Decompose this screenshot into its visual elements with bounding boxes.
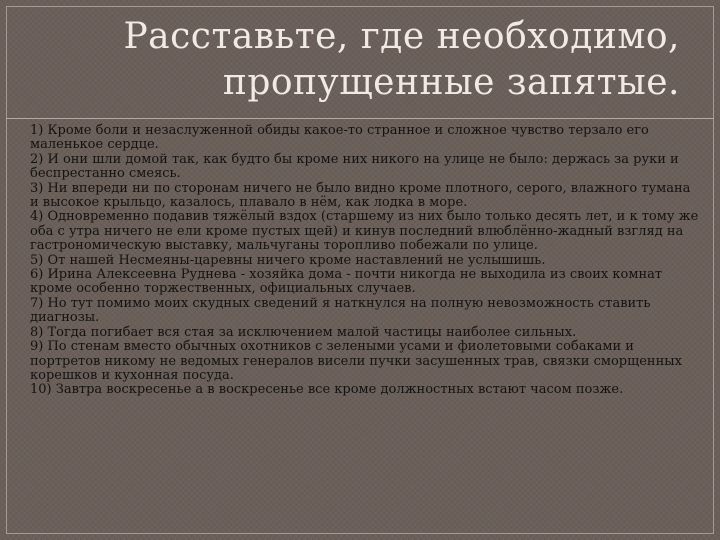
exercise-item-7: 7) Но тут помимо моих скудных сведений я наткнулся на полную невозможность ставить диагнозы. <box>30 295 651 326</box>
title-line-1: Расставьте, где необходимо, <box>123 16 680 57</box>
slide-title <box>60 14 680 106</box>
exercise-item-10: 10) Завтра воскресенье а в воскресенье все кроме должностных встают часом позже. <box>30 382 624 398</box>
exercise-list <box>30 124 700 398</box>
exercise-item-1: 1) Кроме боли и незаслуженной обиды какое-то странное и сложное чувство терзало его маленькое сердце. <box>30 123 649 153</box>
exercise-item-4: 4) Одновременно подавив тяжёлый вздох (старшему из них было только десять лет, и к тому же оба с утра ничего не ели кроме пустых щей) и кинув последний влюблённо-жадный взгляд на гастрономическую выставку, мальчуганы торопливо побежали по улице. <box>30 209 699 254</box>
exercise-item-6: 6) Ирина Алексеевна Руднева - хозяйка дома - почти никогда не выходила из своих комнат кроме особенно торжественных, официальных случаев. <box>30 267 663 297</box>
title-divider <box>6 118 714 119</box>
exercise-item-5: 5) От нашей Несмеяны-царевны ничего кроме наставлений не услышишь. <box>30 252 546 268</box>
exercise-item-3: 3) Ни впереди ни по сторонам ничего не было видно кроме плотного, серого, влажного тумана и высокое крыльцо, казалось, плавало в нём, как лодка в море. <box>30 180 691 211</box>
exercise-item-8: 8) Тогда погибает вся стая за исключением малой частицы наиболее сильных. <box>30 324 577 340</box>
exercise-item-2: 2) И они шли домой так, как будто бы кроме них никого на улице не было: держась за руки и беспрестанно смеясь. <box>30 151 679 182</box>
exercise-item-9: 9) По стенам вместо обычных охотников с зелеными усами и фиолетовыми собаками и портретов никому не ведомых генералов висели пучки засушенных трав, связки сморщенных корешков и кухонная посуда. <box>30 339 682 383</box>
title-line-2: пропущенные запятые. <box>222 62 680 103</box>
